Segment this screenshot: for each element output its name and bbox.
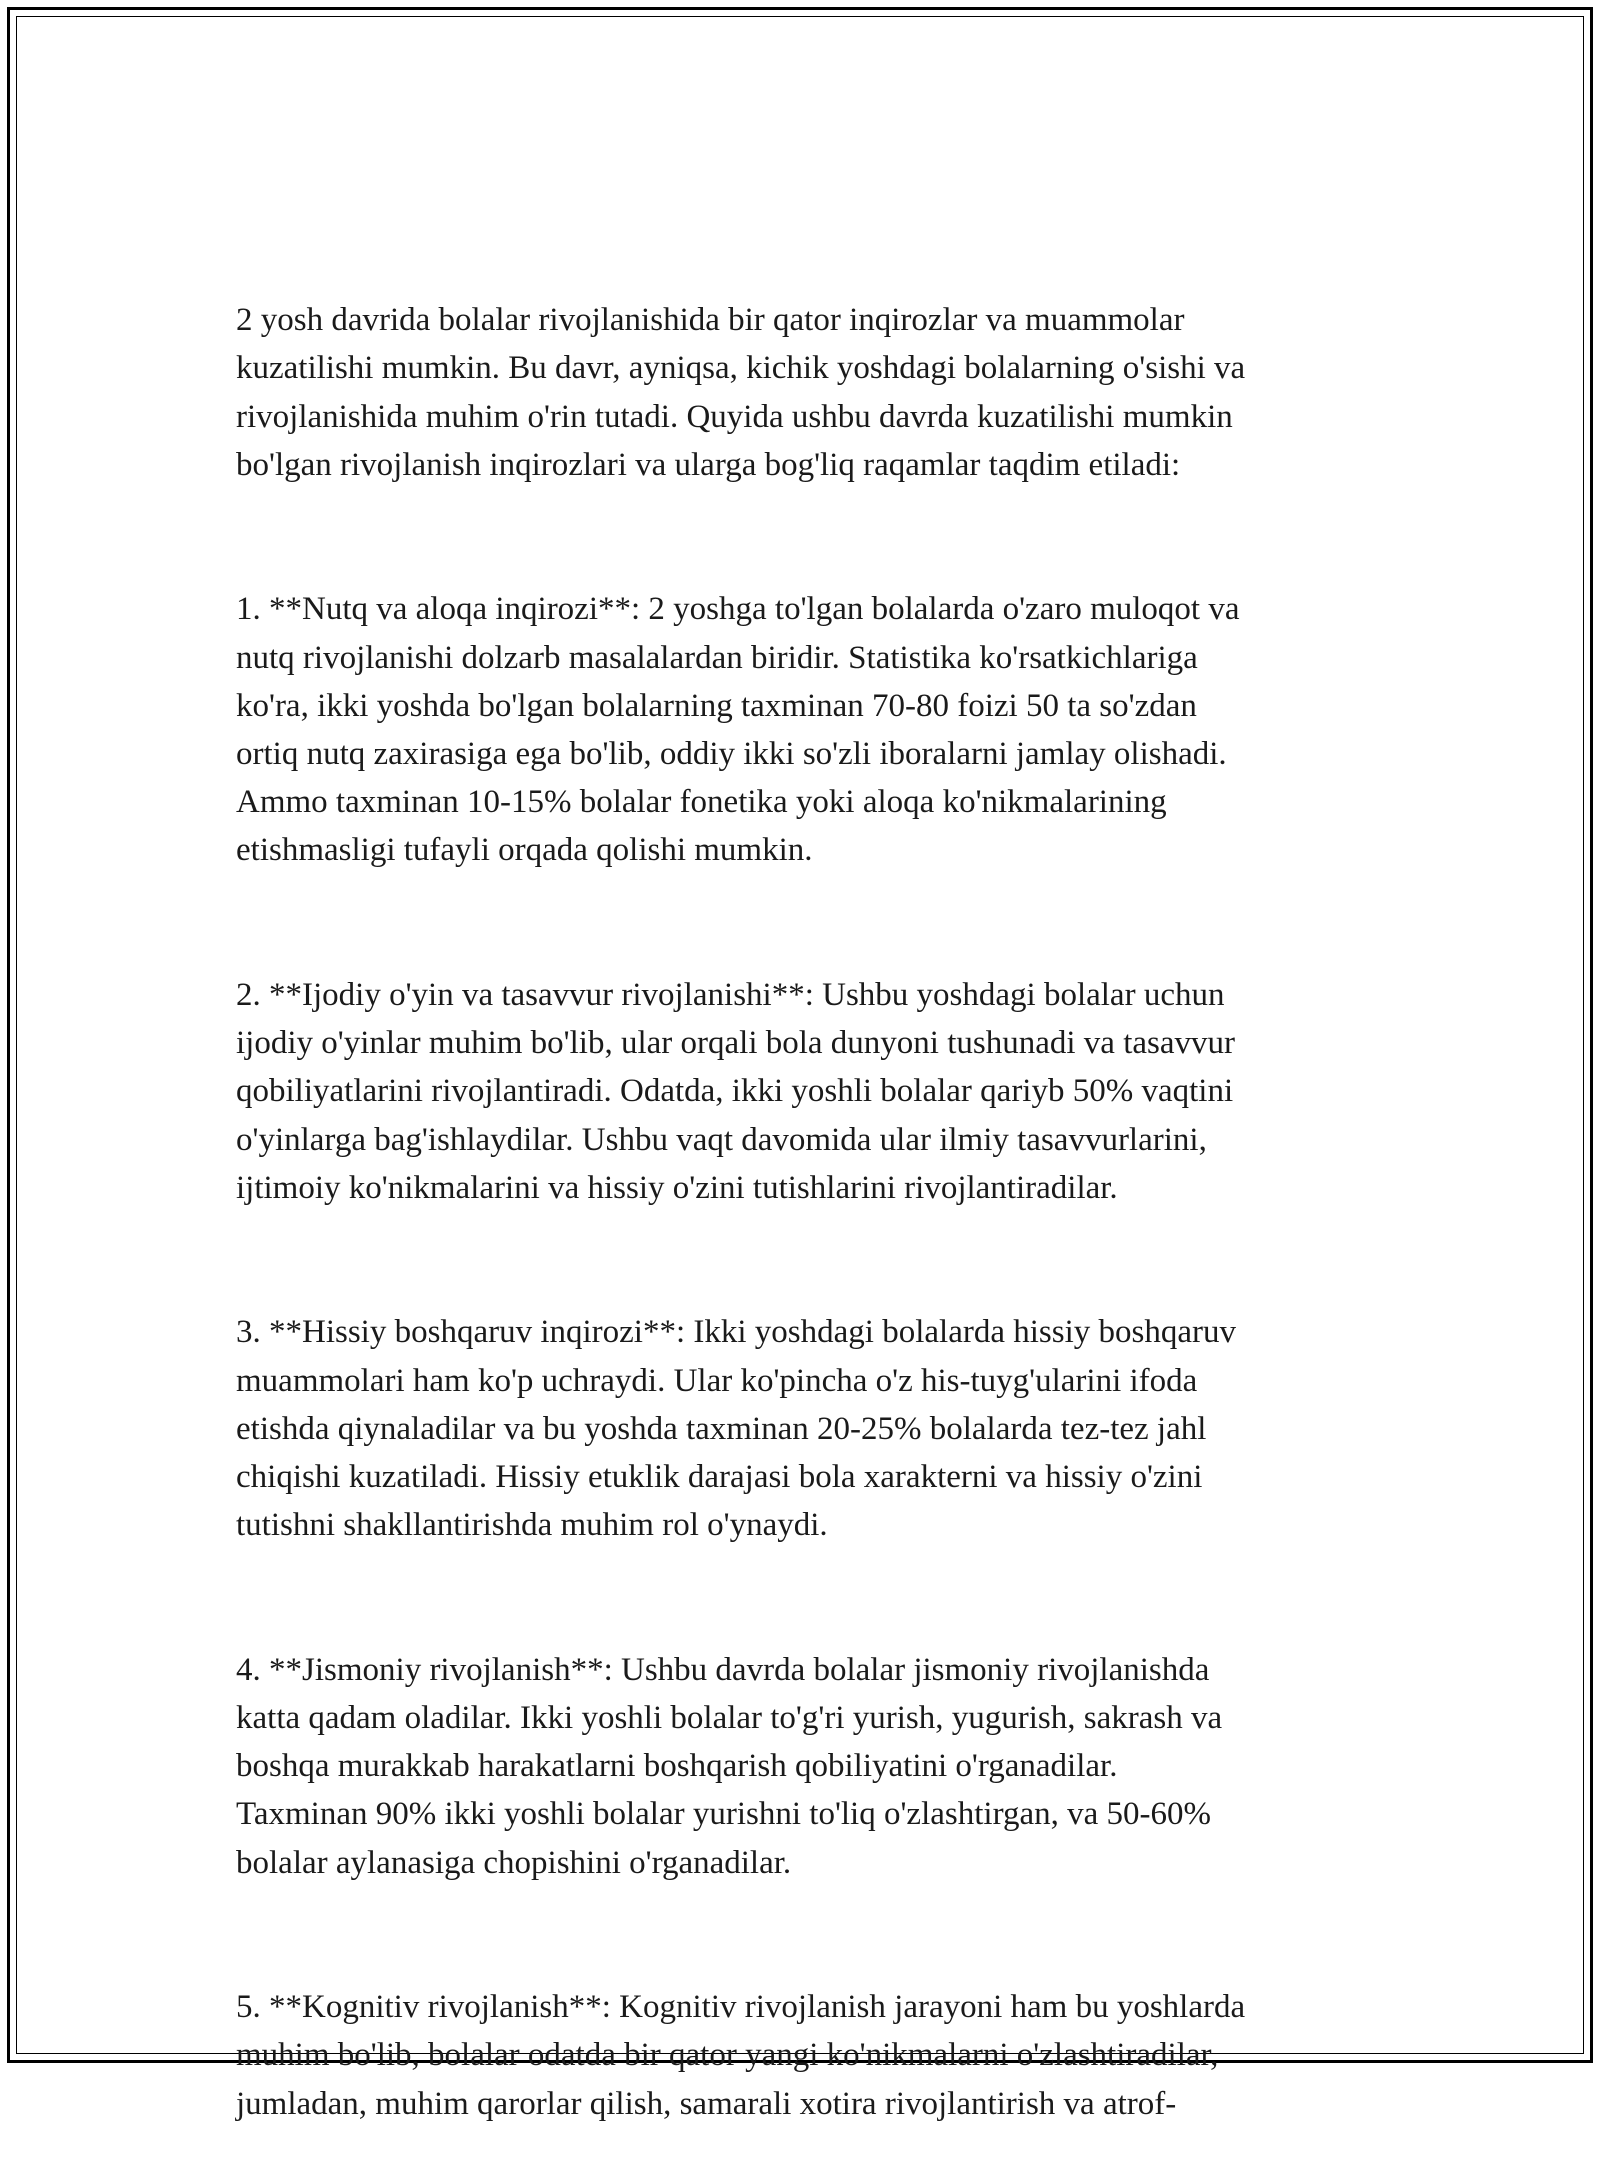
paragraph-speech-crisis: 1. **Nutq va aloqa inqirozi**: 2 yoshga to'lgan bolalarda o'zaro muloqot va nutq rivojlanishi dolzarb masalalardan biridir. Statistika ko'rsatkichlariga ko'ra, ikki yoshda bo'lgan bolalarning taxminan 70-80 foizi 50 ta so'zdan ortiq nutq zaxirasiga ega bo'lib, oddiy ikki so'zli iboralarni jamlay olishadi. Ammo taxminan 10-15% bolalar fonetika yoki aloqa ko'nikmalarining etishmasligi tufayli orqada qolishi mumkin. (236, 591, 1240, 869)
paragraph-creative-play: 2. **Ijodiy o'yin va tasavvur rivojlanishi**: Ushbu yoshdagi bolalar uchun ijodiy o'yinlar muhim bo'lib, ular orqali bola dunyoni tushunadi va tasavvur qobiliyatlarini rivojlantiradi. Odatda, ikki yoshli bolalar qariyb 50% vaqtini o'yinlarga bag'ishlaydilar. Ushbu vaqt davomida ular ilmiy tasavvurlarini, ijtimoiy ko'nikmalarini va hissiy o'zini tutishlarini rivojlantiradilar. (236, 977, 1235, 1206)
intro-paragraph: 2 yosh davrida bolalar rivojlanishida bir qator inqirozlar va muammolar kuzatilishi mumkin. Bu davr, ayniqsa, kichik yoshdagi bolalarning o'sishi va rivojlanishida muhim o'rin tutadi. Quyida ushbu davrda kuzatilishi mumkin bo'lgan rivojlanish inqirozlari va ularga bog'liq raqamlar taqdim etiladi: (236, 302, 1246, 483)
paragraph-physical-development: 4. **Jismoniy rivojlanish**: Ushbu davrda bolalar jismoniy rivojlanishda katta qadam oladilar. Ikki yoshli bolalar to'g'ri yurish, yugurish, sakrash va boshqa murakkab harakatlarni boshqarish qobiliyatini o'rganadilar. Taxminan 90% ikki yoshli bolalar yurishni to'liq o'zlashtirgan, va 50-60% bolalar aylanasiga chopishini o'rganadilar. (236, 1651, 1223, 1881)
document-body (236, 248, 1376, 2176)
paragraph-emotional-regulation: 3. **Hissiy boshqaruv inqirozi**: Ikki yoshdagi bolalarda hissiy boshqaruv muammolari ham ko'p uchraydi. Ular ko'pincha o'z his-tuyg'ularini ifoda etishda qiynaladilar va bu yoshda taxminan 20-25% bolalarda tez-tez jahl chiqishi kuzatiladi. Hissiy etuklik darajasi bola xarakterni va hissiy o'zini tutishni shakllantirishda muhim rol o'ynaydi. (236, 1314, 1236, 1544)
paragraph-cognitive-development: 5. **Kognitiv rivojlanish**: Kognitiv rivojlanish jarayoni ham bu yoshlarda muhim bo'lib, bolalar odatda bir qator yangi ko'nikmalarni o'zlashtiradilar, jumladan, muhim qarorlar qilish, samarali xotira rivojlantirish va atrof- (236, 1989, 1246, 2122)
